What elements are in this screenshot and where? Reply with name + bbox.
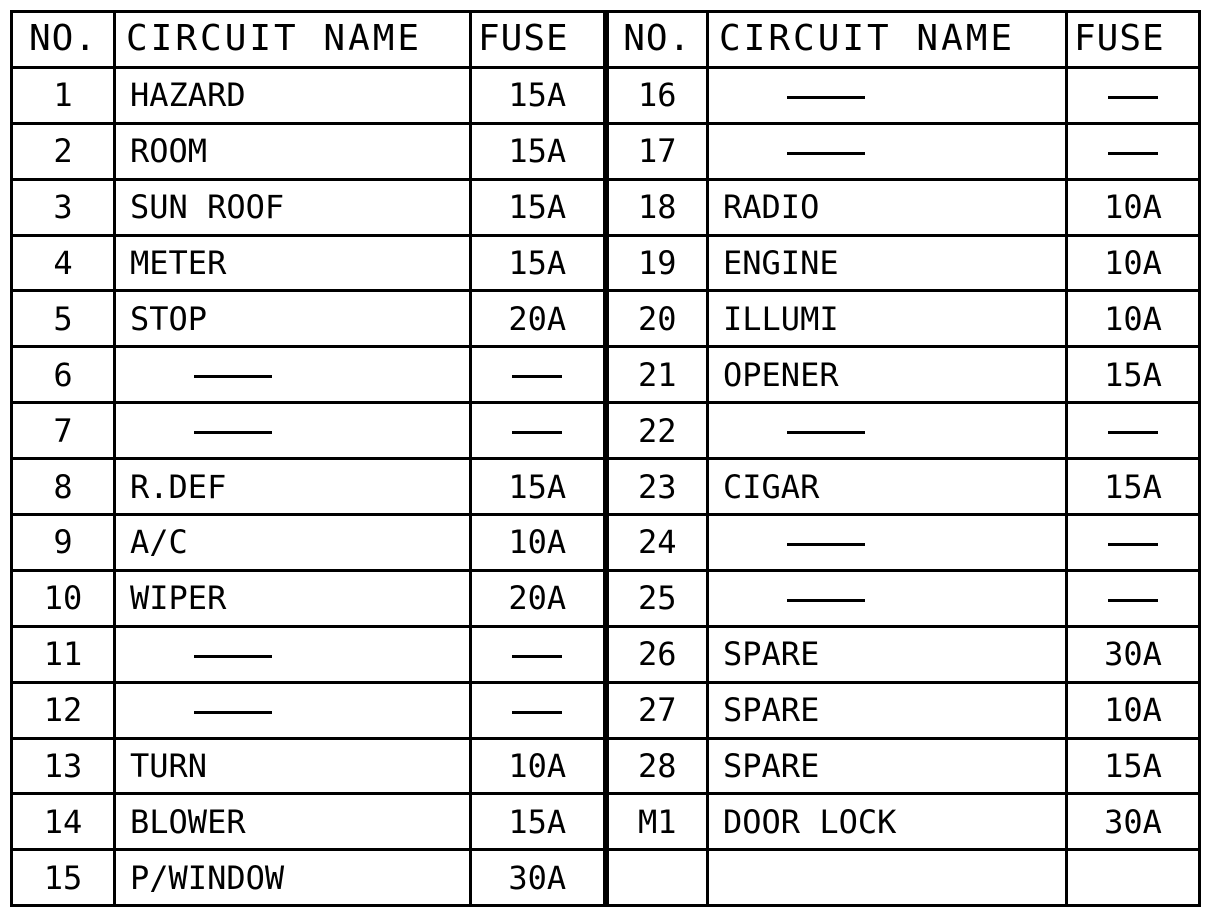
circuit-name-cell: SPARE: [708, 682, 1067, 738]
fuse-rating-cell: [471, 682, 606, 738]
fuse-number-cell: 12: [12, 682, 115, 738]
table-row: [12, 123, 1200, 179]
unused-dash: [194, 711, 272, 714]
fuse-number-cell: 14: [12, 794, 115, 850]
circuit-name-cell: WIPER: [115, 570, 471, 626]
table-row: [12, 403, 1200, 459]
table-row: [12, 235, 1200, 291]
header-row: [12, 12, 1200, 68]
unused-dash: [1108, 96, 1158, 99]
unused-dash: [1108, 431, 1158, 434]
circuit-name-cell: [708, 515, 1067, 571]
circuit-name-cell: SPARE: [708, 626, 1067, 682]
fuse-rating-cell: [1067, 515, 1200, 571]
table-row: [12, 626, 1200, 682]
circuit-name-cell: DOOR LOCK: [708, 794, 1067, 850]
fuse-number-cell: 13: [12, 738, 115, 794]
table-body: [12, 67, 1200, 905]
fuse-number-cell: 15: [12, 850, 115, 906]
fuse-rating-cell: 10A: [471, 515, 606, 571]
header-no-left: NO.: [12, 12, 115, 68]
table-row: [12, 179, 1200, 235]
circuit-name-cell: RADIO: [708, 179, 1067, 235]
table-row: [12, 291, 1200, 347]
fuse-rating-cell: 10A: [1067, 682, 1200, 738]
unused-dash: [194, 375, 272, 378]
table-row: [12, 515, 1200, 571]
fuse-number-cell: 18: [606, 179, 708, 235]
fuse-number-cell: 17: [606, 123, 708, 179]
fuse-number-cell: 11: [12, 626, 115, 682]
circuit-name-cell: [115, 403, 471, 459]
circuit-name-cell: SPARE: [708, 738, 1067, 794]
circuit-name-cell: HAZARD: [115, 67, 471, 123]
fuse-number-cell: 26: [606, 626, 708, 682]
header-circuit-name-right: CIRCUIT NAME: [708, 12, 1067, 68]
fuse-rating-cell: 15A: [1067, 459, 1200, 515]
table-row: [12, 459, 1200, 515]
unused-dash: [512, 375, 562, 378]
circuit-name-cell: CIGAR: [708, 459, 1067, 515]
circuit-name-cell: STOP: [115, 291, 471, 347]
unused-dash: [787, 431, 865, 434]
fuse-number-cell: 10: [12, 570, 115, 626]
circuit-name-cell: BLOWER: [115, 794, 471, 850]
fuse-number-cell: 5: [12, 291, 115, 347]
circuit-name-cell: [708, 403, 1067, 459]
fuse-number-cell: 21: [606, 347, 708, 403]
fuse-rating-cell: [1067, 123, 1200, 179]
circuit-name-cell: [708, 850, 1067, 906]
fuse-number-cell: 9: [12, 515, 115, 571]
header-circuit-name-left: CIRCUIT NAME: [115, 12, 471, 68]
fuse-number-cell: 16: [606, 67, 708, 123]
circuit-name-cell: [115, 347, 471, 403]
fuse-rating-cell: 15A: [471, 794, 606, 850]
table-row: [12, 570, 1200, 626]
fuse-rating-cell: 15A: [471, 123, 606, 179]
circuit-name-cell: [708, 67, 1067, 123]
fuse-number-cell: [606, 850, 708, 906]
fuse-number-cell: 19: [606, 235, 708, 291]
unused-dash: [1108, 599, 1158, 602]
circuit-name-cell: ENGINE: [708, 235, 1067, 291]
unused-dash: [512, 431, 562, 434]
circuit-name-cell: A/C: [115, 515, 471, 571]
circuit-name-cell: TURN: [115, 738, 471, 794]
fuse-rating-cell: 15A: [1067, 347, 1200, 403]
fuse-number-cell: 2: [12, 123, 115, 179]
unused-dash: [787, 152, 865, 155]
fuse-rating-cell: 30A: [1067, 626, 1200, 682]
fuse-number-cell: 7: [12, 403, 115, 459]
fuse-rating-cell: 10A: [471, 738, 606, 794]
circuit-name-cell: R.DEF: [115, 459, 471, 515]
fuse-rating-cell: 20A: [471, 291, 606, 347]
fuse-rating-cell: 30A: [1067, 794, 1200, 850]
circuit-name-cell: P/WINDOW: [115, 850, 471, 906]
table-row: [12, 850, 1200, 906]
fuse-rating-cell: 20A: [471, 570, 606, 626]
fuse-number-cell: 25: [606, 570, 708, 626]
header-no-right: NO.: [606, 12, 708, 68]
fuse-rating-cell: [1067, 570, 1200, 626]
fuse-number-cell: 27: [606, 682, 708, 738]
fuse-number-cell: M1: [606, 794, 708, 850]
circuit-name-cell: ROOM: [115, 123, 471, 179]
fuse-rating-cell: [1067, 850, 1200, 906]
fuse-number-cell: 4: [12, 235, 115, 291]
circuit-name-cell: OPENER: [708, 347, 1067, 403]
circuit-name-cell: METER: [115, 235, 471, 291]
fuse-rating-cell: 10A: [1067, 291, 1200, 347]
fuse-rating-cell: [471, 347, 606, 403]
header-fuse-right: FUSE: [1067, 12, 1200, 68]
fuse-rating-cell: 15A: [471, 67, 606, 123]
table-row: [12, 347, 1200, 403]
fuse-number-cell: 28: [606, 738, 708, 794]
fuse-rating-cell: 15A: [471, 179, 606, 235]
unused-dash: [512, 655, 562, 658]
circuit-name-cell: ILLUMI: [708, 291, 1067, 347]
fuse-number-cell: 22: [606, 403, 708, 459]
fuse-rating-cell: [471, 626, 606, 682]
unused-dash: [1108, 152, 1158, 155]
unused-dash: [1108, 543, 1158, 546]
fuse-table: [10, 10, 1201, 907]
unused-dash: [787, 599, 865, 602]
fuse-number-cell: 3: [12, 179, 115, 235]
fuse-number-cell: 1: [12, 67, 115, 123]
table-row: [12, 794, 1200, 850]
fuse-rating-cell: [471, 403, 606, 459]
fuse-rating-cell: [1067, 403, 1200, 459]
circuit-name-cell: [115, 626, 471, 682]
table-row: [12, 67, 1200, 123]
fuse-number-cell: 6: [12, 347, 115, 403]
fuse-number-cell: 8: [12, 459, 115, 515]
fuse-number-cell: 20: [606, 291, 708, 347]
fuse-number-cell: 23: [606, 459, 708, 515]
circuit-name-cell: [708, 570, 1067, 626]
header-fuse-left: FUSE: [471, 12, 606, 68]
fuse-rating-cell: 15A: [471, 459, 606, 515]
fuse-rating-cell: 10A: [1067, 179, 1200, 235]
table-row: [12, 682, 1200, 738]
fuse-rating-cell: [1067, 67, 1200, 123]
unused-dash: [194, 431, 272, 434]
unused-dash: [512, 711, 562, 714]
unused-dash: [787, 543, 865, 546]
fuse-rating-cell: 15A: [1067, 738, 1200, 794]
circuit-name-cell: [115, 682, 471, 738]
unused-dash: [787, 96, 865, 99]
unused-dash: [194, 655, 272, 658]
table-row: [12, 738, 1200, 794]
fuse-rating-cell: 30A: [471, 850, 606, 906]
circuit-name-cell: [708, 123, 1067, 179]
circuit-name-cell: SUN ROOF: [115, 179, 471, 235]
fuse-rating-cell: 10A: [1067, 235, 1200, 291]
fuse-number-cell: 24: [606, 515, 708, 571]
fuse-rating-cell: 15A: [471, 235, 606, 291]
